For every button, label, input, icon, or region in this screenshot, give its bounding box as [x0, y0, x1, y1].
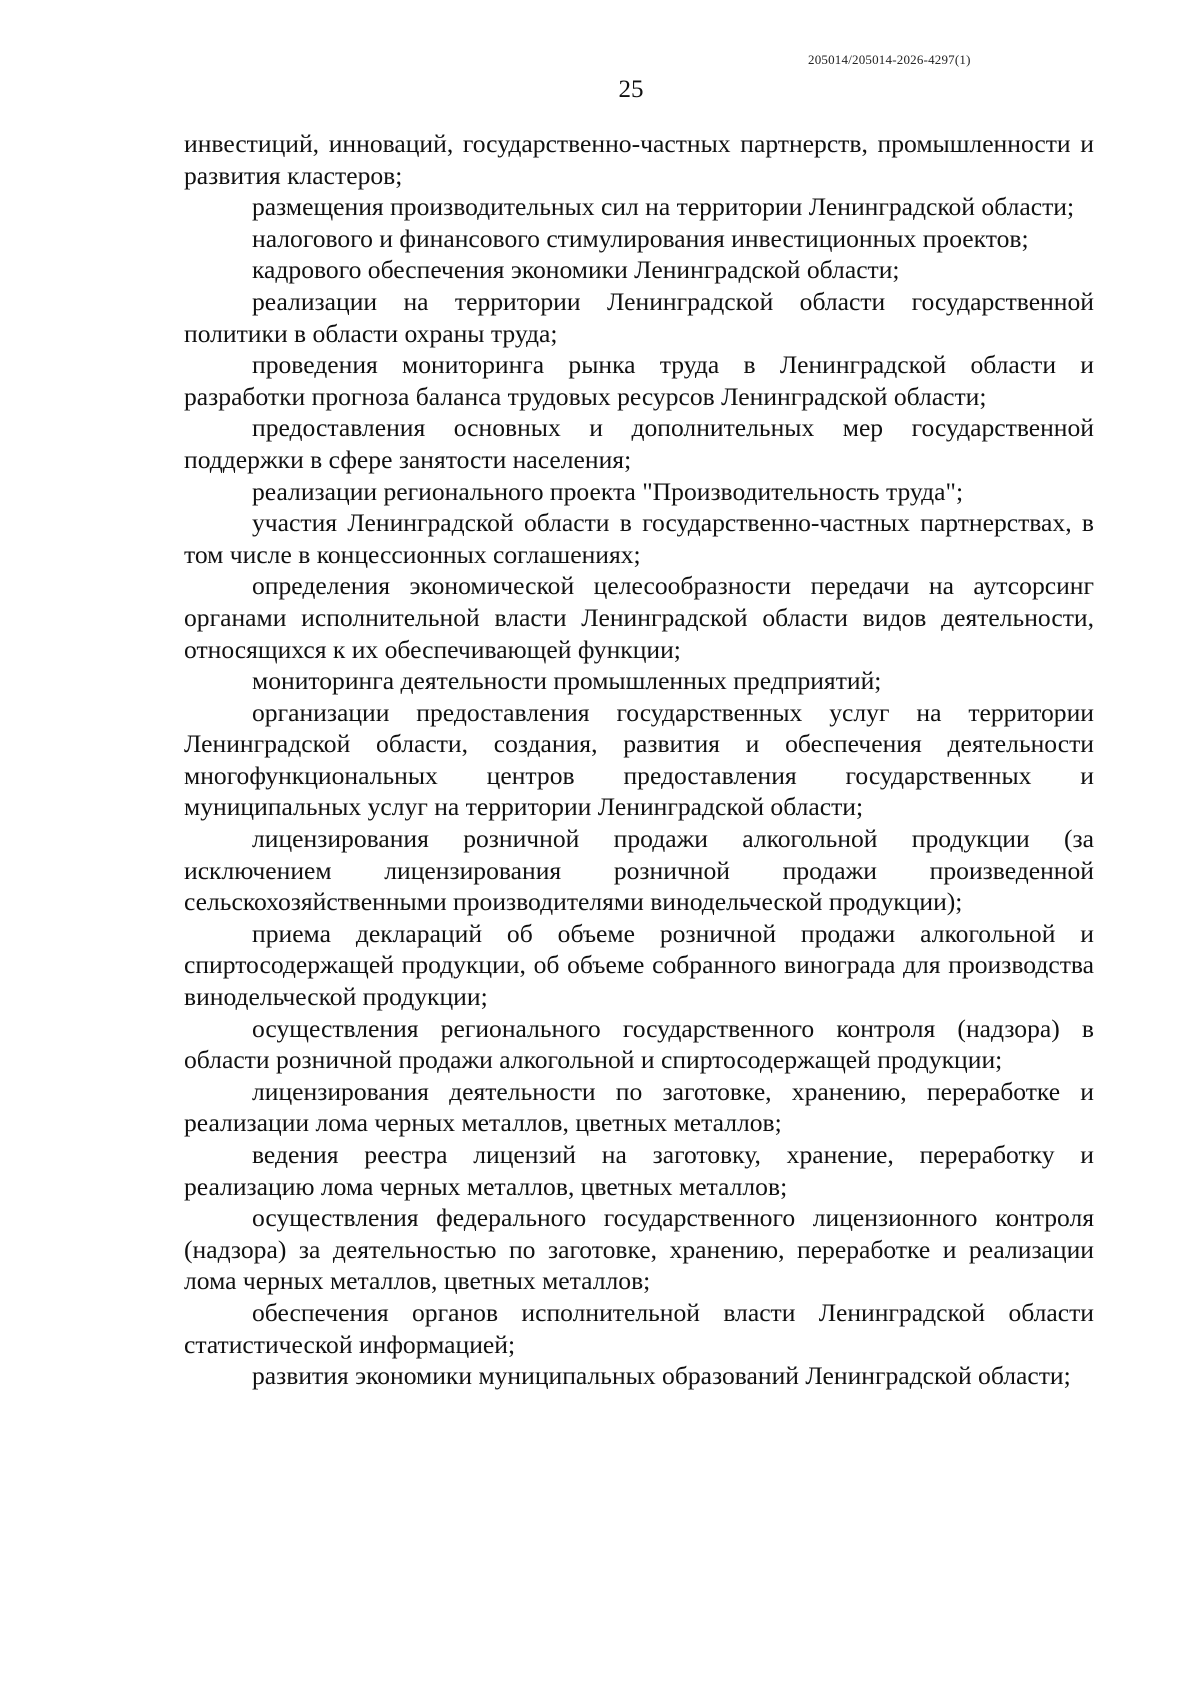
document-id: 205014/205014-2026-4297(1) [808, 52, 971, 67]
paragraph: лицензирования розничной продажи алкогольной продукции (за исключением лицензирования розничной продажи произведенной сельскохозяйственными производителями винодельческой продукции); [184, 824, 1094, 917]
document-body [184, 128, 1094, 1392]
paragraph: развития экономики муниципальных образований Ленинградской области; [252, 1361, 1071, 1391]
paragraph: размещения производительных сил на территории Ленинградской области; [252, 192, 1075, 222]
paragraph: организации предоставления государственных услуг на территории Ленинградской области, создания, развития и обеспечения деятельности многофункциональных центров предоставления государственных и муниципальных услуг на территории Ленинградской области; [184, 697, 1094, 822]
paragraph: осуществления регионального государственного контроля (надзора) в области розничной продажи алкогольной и спиртосодержащей продукции; [184, 1013, 1094, 1075]
paragraph: реализации на территории Ленинградской области государственной политики в области охраны труда; [184, 286, 1094, 348]
page-number: 25 [618, 76, 644, 103]
paragraph: ведения реестра лицензий на заготовку, хранение, переработку и реализацию лома черных металлов, цветных металлов; [184, 1140, 1094, 1201]
paragraph: мониторинга деятельности промышленных предприятий; [252, 666, 882, 696]
paragraph: предоставления основных и дополнительных мер государственной поддержки в сфере занятости населения; [184, 413, 1094, 474]
paragraph: приема деклараций об объеме розничной продажи алкогольной и спиртосодержащей продукции, об объеме собранного винограда для производства винодельческой продукции; [184, 918, 1094, 1012]
paragraph: осуществления федерального государственного лицензионного контроля (надзора) за деятельностью по заготовке, хранению, переработке и реализации лома черных металлов, цветных металлов; [184, 1203, 1094, 1296]
paragraph: реализации регионального проекта "Производительность труда"; [252, 476, 964, 506]
paragraph: налогового и финансового стимулирования инвестиционных проектов; [252, 223, 1029, 253]
paragraph: участия Ленинградской области в государственно-частных партнерствах, в том числе в концессионных соглашениях; [184, 508, 1094, 569]
paragraph: определения экономической целесообразности передачи на аутсорсинг органами исполнительной власти Ленинградской области видов деятельности, относящихся к их обеспечивающей функции; [184, 571, 1094, 664]
paragraph: обеспечения органов исполнительной власти Ленинградской области статистической информацией; [184, 1297, 1094, 1359]
paragraph: проведения мониторинга рынка труда в Ленинградской области и разработки прогноза баланса трудовых ресурсов Ленинградской области; [184, 350, 1094, 411]
paragraph: кадрового обеспечения экономики Ленинградской области; [252, 255, 900, 285]
paragraph: лицензирования деятельности по заготовке, хранению, переработке и реализации лома черных металлов, цветных металлов; [184, 1076, 1094, 1138]
paragraph: инвестиций, инноваций, государственно-частных партнерств, промышленности и развития кластеров; [184, 129, 1094, 190]
